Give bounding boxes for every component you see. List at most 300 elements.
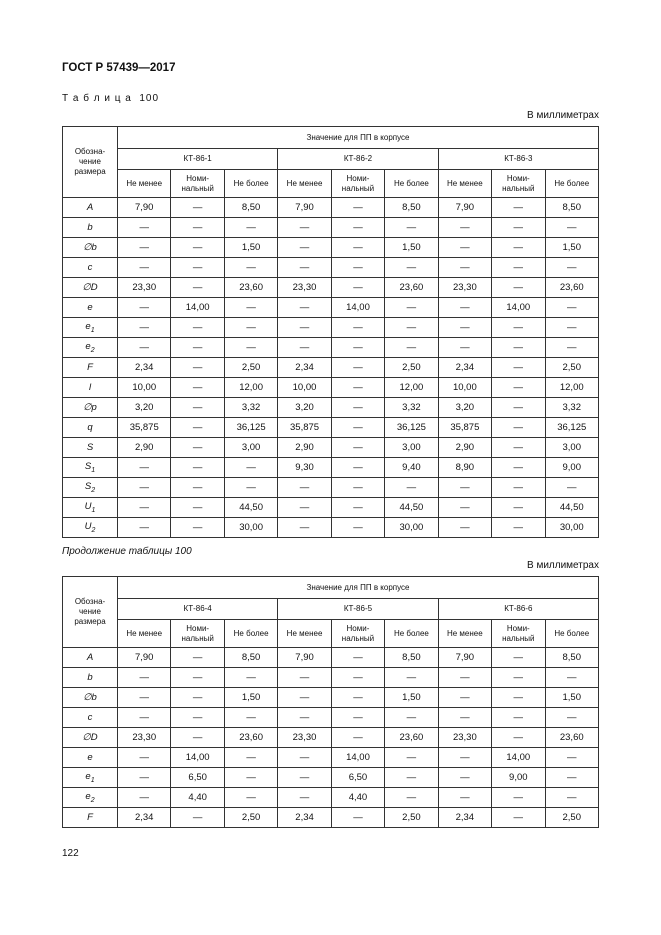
nominal-header: Номи- нальный: [492, 620, 545, 648]
nominal-header: Номи- нальный: [331, 620, 384, 648]
symbol-subscript: 1: [90, 776, 95, 784]
value-cell: —: [331, 498, 384, 518]
value-cell: —: [492, 218, 545, 238]
value-cell: —: [492, 318, 545, 338]
value-cell: —: [118, 748, 171, 768]
value-cell: 1,50: [224, 238, 277, 258]
value-cell: —: [545, 218, 599, 238]
value-cell: 14,00: [492, 298, 545, 318]
dimension-symbol: [63, 788, 118, 808]
value-cell: 1,50: [545, 688, 599, 708]
value-cell: —: [118, 218, 171, 238]
document-title: ГОСТ Р 57439—2017: [62, 62, 176, 74]
value-cell: —: [171, 218, 224, 238]
value-cell: —: [331, 398, 384, 418]
value-cell: —: [438, 218, 491, 238]
value-cell: —: [492, 278, 545, 298]
value-cell: —: [171, 318, 224, 338]
value-cell: —: [171, 338, 224, 358]
symbol-text: e: [85, 791, 91, 803]
value-cell: 2,50: [224, 358, 277, 378]
table-row: [63, 688, 599, 708]
value-cell: —: [438, 238, 491, 258]
symbol-text: l: [88, 382, 92, 393]
value-cell: —: [438, 318, 491, 338]
table-row: [63, 358, 599, 378]
value-cell: —: [118, 768, 171, 788]
value-cell: —: [385, 708, 438, 728]
value-cell: —: [331, 318, 384, 338]
value-cell: 4,40: [171, 788, 224, 808]
value-cell: —: [438, 258, 491, 278]
value-cell: —: [385, 668, 438, 688]
value-cell: 23,60: [224, 278, 277, 298]
value-cell: —: [385, 318, 438, 338]
value-cell: —: [492, 198, 545, 218]
value-cell: —: [331, 358, 384, 378]
value-cell: —: [224, 478, 277, 498]
value-cell: 36,125: [385, 418, 438, 438]
value-cell: —: [331, 708, 384, 728]
symbol-text: S: [84, 461, 92, 473]
value-cell: —: [545, 258, 599, 278]
value-cell: —: [171, 498, 224, 518]
symbol-text: e: [85, 321, 91, 333]
value-cell: 14,00: [331, 748, 384, 768]
symbol-text: ∅D: [82, 732, 98, 743]
value-cell: —: [171, 438, 224, 458]
symbol-text: c: [87, 712, 93, 723]
value-cell: —: [438, 478, 491, 498]
value-cell: —: [545, 768, 599, 788]
value-cell: —: [492, 648, 545, 668]
value-cell: —: [171, 688, 224, 708]
min-header: Не менее: [278, 170, 331, 198]
value-cell: —: [331, 478, 384, 498]
table-row: [63, 418, 599, 438]
value-cell: 8,50: [545, 198, 599, 218]
value-cell: —: [331, 688, 384, 708]
table-row: [63, 278, 599, 298]
dimension-symbol: [63, 518, 118, 538]
value-cell: 3,32: [224, 398, 277, 418]
value-cell: —: [171, 278, 224, 298]
value-cell: 2,34: [278, 358, 331, 378]
value-cell: —: [118, 478, 171, 498]
table-row: [63, 708, 599, 728]
value-cell: —: [278, 788, 331, 808]
value-cell: —: [278, 768, 331, 788]
value-cell: —: [438, 768, 491, 788]
value-cell: —: [492, 788, 545, 808]
value-cell: —: [224, 748, 277, 768]
value-cell: 2,90: [438, 438, 491, 458]
value-cell: —: [278, 748, 331, 768]
value-cell: —: [385, 338, 438, 358]
value-cell: 2,50: [224, 808, 277, 828]
value-cell: 7,90: [118, 198, 171, 218]
value-cell: 7,90: [438, 648, 491, 668]
value-cell: —: [278, 258, 331, 278]
value-cell: 1,50: [545, 238, 599, 258]
value-cell: 8,50: [385, 648, 438, 668]
value-cell: —: [331, 668, 384, 688]
value-cell: 4,40: [331, 788, 384, 808]
nominal-header: Номи- нальный: [492, 170, 545, 198]
value-cell: —: [385, 258, 438, 278]
value-cell: —: [171, 398, 224, 418]
value-cell: —: [545, 318, 599, 338]
table-row: [63, 478, 599, 498]
value-cell: —: [438, 748, 491, 768]
dimension-symbol: [63, 808, 118, 828]
table-row: [63, 238, 599, 258]
nominal-header: Номи- нальный: [331, 170, 384, 198]
value-cell: 12,00: [545, 378, 599, 398]
value-cell: 14,00: [171, 298, 224, 318]
value-cell: 7,90: [118, 648, 171, 668]
value-cell: 3,32: [545, 398, 599, 418]
value-cell: —: [331, 258, 384, 278]
value-cell: 30,00: [385, 518, 438, 538]
max-header: Не более: [224, 620, 277, 648]
value-cell: —: [171, 808, 224, 828]
value-cell: —: [278, 518, 331, 538]
symbol-text: b: [87, 672, 93, 683]
value-cell: 23,30: [278, 278, 331, 298]
value-cell: 1,50: [224, 688, 277, 708]
value-cell: —: [171, 198, 224, 218]
nominal-header: Номи- нальный: [171, 170, 224, 198]
value-cell: —: [331, 808, 384, 828]
symbol-text: e: [87, 752, 93, 763]
symbol-text: F: [87, 362, 93, 373]
value-cell: —: [385, 768, 438, 788]
case-header: КТ-86-6: [438, 599, 598, 620]
value-cell: 23,30: [438, 278, 491, 298]
case-header: КТ-86-3: [438, 149, 598, 170]
value-cell: —: [438, 788, 491, 808]
value-cell: —: [331, 728, 384, 748]
value-cell: —: [278, 298, 331, 318]
value-cell: —: [278, 338, 331, 358]
symbol-text: S: [84, 481, 92, 493]
table-row: [63, 668, 599, 688]
value-cell: —: [331, 218, 384, 238]
dimension-symbol: [63, 358, 118, 378]
value-cell: —: [278, 688, 331, 708]
table-row: [63, 338, 599, 358]
value-cell: —: [492, 258, 545, 278]
value-cell: —: [492, 358, 545, 378]
value-cell: 10,00: [278, 378, 331, 398]
min-header: Не менее: [438, 620, 491, 648]
dimension-symbol: [63, 748, 118, 768]
value-cell: 2,34: [438, 358, 491, 378]
value-cell: —: [278, 238, 331, 258]
min-header: Не менее: [118, 170, 171, 198]
value-cell: —: [331, 238, 384, 258]
value-cell: 36,125: [545, 418, 599, 438]
value-cell: —: [224, 788, 277, 808]
value-cell: —: [278, 318, 331, 338]
value-cell: —: [438, 688, 491, 708]
value-cell: —: [171, 458, 224, 478]
dimension-symbol: [63, 418, 118, 438]
value-cell: 12,00: [385, 378, 438, 398]
value-cell: —: [492, 338, 545, 358]
dimension-symbol: [63, 688, 118, 708]
max-header: Не более: [545, 170, 599, 198]
min-header: Не менее: [438, 170, 491, 198]
value-cell: 2,90: [118, 438, 171, 458]
min-header: Не менее: [118, 620, 171, 648]
case-header: КТ-86-1: [118, 149, 278, 170]
value-cell: —: [385, 788, 438, 808]
value-cell: —: [224, 338, 277, 358]
symbol-text: A: [86, 652, 94, 663]
table-row: [63, 258, 599, 278]
symbol-text: e: [85, 341, 91, 353]
value-cell: —: [171, 238, 224, 258]
value-cell: —: [331, 418, 384, 438]
dimension-symbol: [63, 648, 118, 668]
value-cell: 12,00: [224, 378, 277, 398]
value-cell: 7,90: [278, 198, 331, 218]
table-row: [63, 518, 599, 538]
value-cell: —: [331, 458, 384, 478]
value-cell: —: [171, 708, 224, 728]
value-cell: 3,32: [385, 398, 438, 418]
value-cell: 23,30: [278, 728, 331, 748]
value-cell: —: [385, 478, 438, 498]
value-cell: —: [492, 438, 545, 458]
value-cell: —: [331, 278, 384, 298]
value-cell: 3,20: [118, 398, 171, 418]
value-cell: —: [438, 498, 491, 518]
value-cell: —: [545, 708, 599, 728]
value-cell: 35,875: [118, 418, 171, 438]
value-cell: —: [492, 458, 545, 478]
value-cell: —: [492, 398, 545, 418]
value-cell: —: [224, 218, 277, 238]
value-cell: —: [224, 458, 277, 478]
max-header: Не более: [385, 620, 438, 648]
value-cell: 2,34: [438, 808, 491, 828]
value-cell: —: [118, 318, 171, 338]
dimension-symbol: [63, 768, 118, 788]
value-cell: 3,00: [224, 438, 277, 458]
table-row: [63, 768, 599, 788]
value-cell: 8,90: [438, 458, 491, 478]
table-row: [63, 218, 599, 238]
dimension-symbol: [63, 198, 118, 218]
value-cell: —: [492, 238, 545, 258]
value-cell: 10,00: [118, 378, 171, 398]
table-row: [63, 298, 599, 318]
value-cell: 23,60: [224, 728, 277, 748]
symbol-text: q: [87, 422, 93, 433]
value-cell: 2,50: [385, 358, 438, 378]
symbol-text: ∅b: [83, 242, 97, 253]
value-cell: —: [171, 478, 224, 498]
value-cell: 23,30: [438, 728, 491, 748]
table-row: [63, 498, 599, 518]
continuation-caption: Продолжение таблицы 100: [62, 546, 192, 557]
designation-header: Обозна- чение размера: [63, 127, 118, 198]
value-cell: —: [492, 478, 545, 498]
dimensions-table: [62, 126, 599, 538]
value-cell: —: [545, 298, 599, 318]
value-cell: —: [492, 518, 545, 538]
value-cell: —: [438, 708, 491, 728]
value-header: Значение для ПП в корпусе: [118, 577, 599, 599]
value-cell: —: [331, 438, 384, 458]
case-header: КТ-86-4: [118, 599, 278, 620]
value-cell: —: [118, 668, 171, 688]
value-cell: —: [118, 788, 171, 808]
value-cell: 14,00: [331, 298, 384, 318]
value-cell: —: [492, 498, 545, 518]
value-cell: —: [171, 648, 224, 668]
value-cell: —: [545, 748, 599, 768]
value-cell: 2,34: [118, 808, 171, 828]
symbol-text: e: [85, 771, 91, 783]
value-cell: 7,90: [278, 648, 331, 668]
table-caption: Т а б л и ц а 100: [62, 93, 160, 104]
value-cell: 9,40: [385, 458, 438, 478]
value-cell: —: [331, 378, 384, 398]
value-cell: 7,90: [438, 198, 491, 218]
value-cell: —: [224, 318, 277, 338]
table-row: [63, 198, 599, 218]
value-cell: 36,125: [224, 418, 277, 438]
page-number: 122: [62, 848, 79, 859]
case-header: КТ-86-5: [278, 599, 438, 620]
value-cell: —: [278, 668, 331, 688]
value-cell: —: [118, 458, 171, 478]
symbol-text: S: [86, 442, 94, 453]
value-cell: 23,30: [118, 278, 171, 298]
symbol-text: c: [87, 262, 93, 273]
table-row: [63, 808, 599, 828]
symbol-text: U: [84, 521, 92, 533]
value-cell: —: [438, 338, 491, 358]
dimension-symbol: [63, 728, 118, 748]
symbol-subscript: 1: [91, 506, 96, 514]
dimension-symbol: [63, 398, 118, 418]
value-cell: —: [438, 298, 491, 318]
value-cell: 9,00: [492, 768, 545, 788]
value-cell: —: [224, 708, 277, 728]
value-cell: 14,00: [171, 748, 224, 768]
value-cell: —: [278, 708, 331, 728]
dimensions-table-continued: [62, 576, 599, 828]
value-cell: 23,60: [545, 728, 599, 748]
value-cell: —: [492, 668, 545, 688]
value-cell: —: [385, 748, 438, 768]
value-cell: 8,50: [224, 648, 277, 668]
value-cell: —: [545, 788, 599, 808]
value-cell: 9,00: [545, 458, 599, 478]
value-cell: —: [171, 378, 224, 398]
value-cell: —: [331, 648, 384, 668]
value-cell: —: [171, 258, 224, 278]
value-cell: —: [171, 728, 224, 748]
dimension-symbol: [63, 318, 118, 338]
table-row: [63, 318, 599, 338]
symbol-subscript: 1: [91, 466, 96, 474]
table-row: [63, 458, 599, 478]
units-label: В миллиметрах: [527, 560, 599, 571]
dimension-symbol: [63, 258, 118, 278]
nominal-header: Номи- нальный: [171, 620, 224, 648]
value-cell: —: [171, 418, 224, 438]
value-cell: —: [331, 518, 384, 538]
value-cell: —: [492, 378, 545, 398]
value-cell: —: [278, 218, 331, 238]
value-cell: —: [492, 708, 545, 728]
value-cell: 44,50: [385, 498, 438, 518]
value-cell: 30,00: [545, 518, 599, 538]
max-header: Не более: [545, 620, 599, 648]
units-label: В миллиметрах: [527, 110, 599, 121]
value-cell: —: [492, 808, 545, 828]
value-cell: 35,875: [278, 418, 331, 438]
dimension-symbol: [63, 458, 118, 478]
value-header: Значение для ПП в корпусе: [118, 127, 599, 149]
value-cell: 8,50: [545, 648, 599, 668]
symbol-subscript: 2: [91, 526, 96, 534]
table-row: [63, 788, 599, 808]
value-cell: —: [438, 668, 491, 688]
dimension-symbol: [63, 238, 118, 258]
value-cell: 1,50: [385, 688, 438, 708]
value-cell: —: [492, 418, 545, 438]
dimension-symbol: [63, 278, 118, 298]
value-cell: 44,50: [545, 498, 599, 518]
max-header: Не более: [224, 170, 277, 198]
table-row: [63, 748, 599, 768]
value-cell: 1,50: [385, 238, 438, 258]
value-cell: —: [331, 198, 384, 218]
value-cell: —: [118, 238, 171, 258]
designation-header: Обозна- чение размера: [63, 577, 118, 648]
value-cell: 23,60: [385, 278, 438, 298]
value-cell: —: [224, 768, 277, 788]
value-cell: 44,50: [224, 498, 277, 518]
table-row: [63, 438, 599, 458]
value-cell: 3,00: [385, 438, 438, 458]
value-cell: 6,50: [171, 768, 224, 788]
symbol-subscript: 2: [91, 486, 96, 494]
dimension-symbol: [63, 498, 118, 518]
dimension-symbol: [63, 378, 118, 398]
dimension-symbol: [63, 218, 118, 238]
max-header: Не более: [385, 170, 438, 198]
value-cell: 9,30: [278, 458, 331, 478]
value-cell: —: [224, 298, 277, 318]
value-cell: —: [545, 668, 599, 688]
value-cell: 3,20: [278, 398, 331, 418]
symbol-text: ∅p: [83, 402, 97, 413]
value-cell: —: [278, 478, 331, 498]
value-cell: —: [224, 258, 277, 278]
value-cell: —: [171, 518, 224, 538]
dimension-symbol: [63, 478, 118, 498]
symbol-subscript: 1: [90, 326, 95, 334]
value-cell: —: [118, 498, 171, 518]
